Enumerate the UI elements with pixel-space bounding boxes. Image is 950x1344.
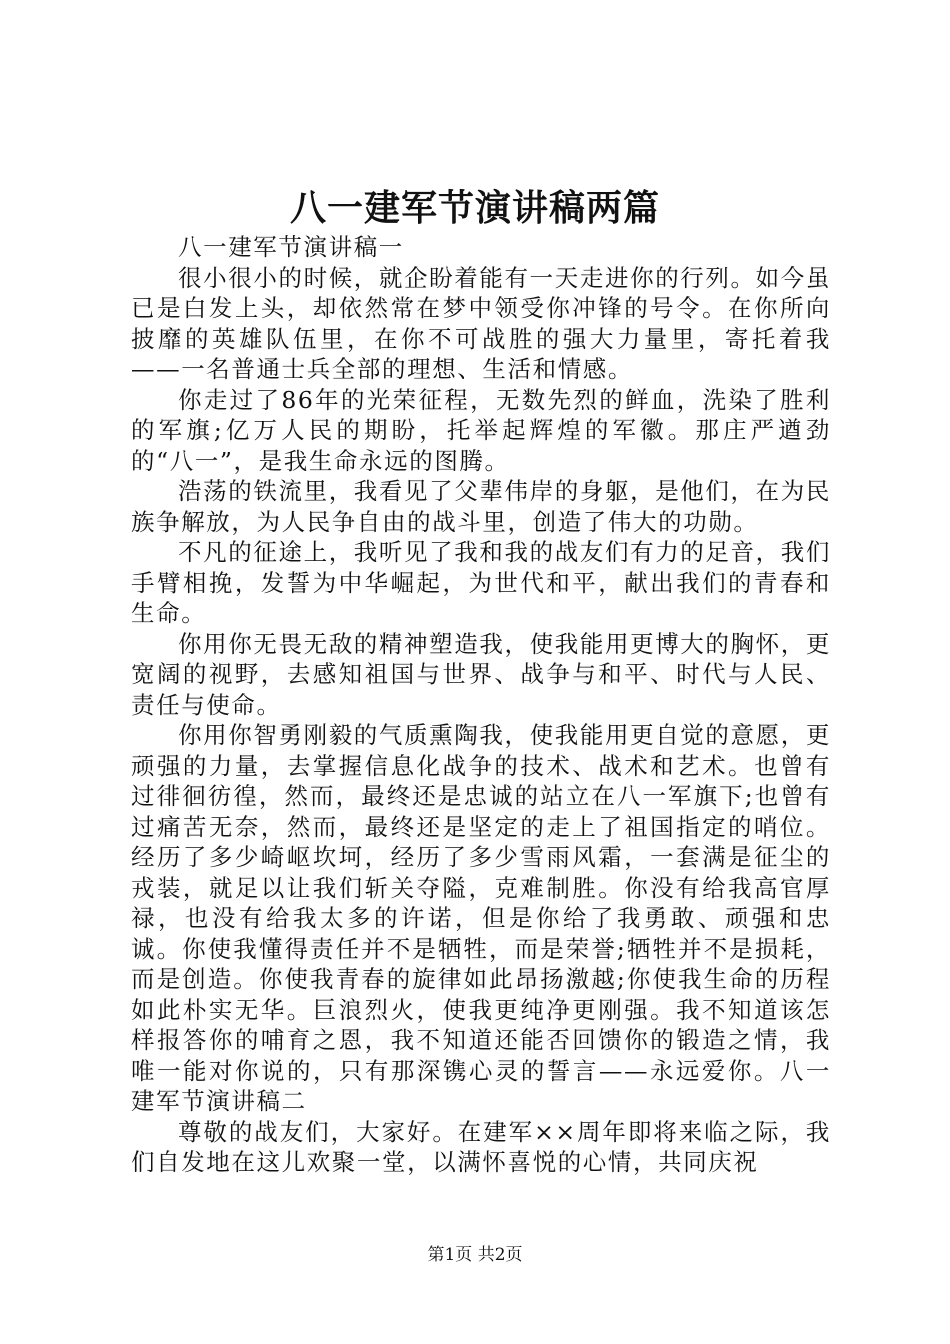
paragraph-4: 不凡的征途上，我听见了我和我的战友们有力的足音，我们手臂相挽，发誓为中华崛起，为世代和平，献出我们的青春和生命。 bbox=[131, 538, 831, 627]
paragraph-6: 你用你智勇刚毅的气质熏陶我，使我能用更自觉的意愿，更顽强的力量，去掌握信息化战争的技术、战术和艺术。也曾有过徘徊彷徨，然而，最终还是忠诚的站立在八一军旗下;也曾有过痛苦无奈，然而，最终还是坚定的走上了祖国指定的哨位。经历了多少崎岖坎坷，经历了多少雪雨风霜，一套满是征尘的戎装，就足以让我们斩关夺隘，克难制胜。你没有给我高官厚禄，也没有给我太多的许诺，但是你给了我勇敢、顽强和忠诚。你使我懂得责任并不是牺牲，而是荣誉;牺牲并不是损耗，而是创造。你使我青春的旋律如此昂扬激越;你使我生命的历程如此朴实无华。巨浪烈火，使我更纯净更刚强。我不知道该怎样报答你的哺育之恩，我不知道还能否回馈你的锻造之情，我唯一能对你说的，只有那深镌心灵的誓言——永远爱你。八一建军节演讲稿二 bbox=[131, 721, 831, 1115]
paragraph-2: 你走过了86年的光荣征程，无数先烈的鲜血，洗染了胜利的军旗;亿万人民的期盼，托举起辉煌的军徽。那庄严遒劲的“八一”，是我生命永远的图腾。 bbox=[131, 385, 831, 475]
paragraph-1: 很小很小的时候，就企盼着能有一天走进你的行列。如今虽已是白发上头，却依然常在梦中领受你冲锋的号令。在你所向披靡的英雄队伍里，在你不可战胜的强大力量里，寄托着我——一名普通士兵全部的理想、生活和情感。 bbox=[131, 263, 831, 383]
page-footer: 第1页 共2页 bbox=[427, 1245, 523, 1265]
paragraph-3: 浩荡的铁流里，我看见了父辈伟岸的身躯，是他们，在为民族争解放，为人民争自由的战斗里，创造了伟大的功勋。 bbox=[131, 477, 831, 536]
section-subheading: 八一建军节演讲稿一 bbox=[178, 233, 404, 261]
paragraph-7: 尊敬的战友们，大家好。在建军××周年即将来临之际，我们自发地在这儿欢聚一堂，以满怀喜悦的心情，共同庆祝 bbox=[131, 1117, 831, 1176]
document-title: 八一建军节演讲稿两篇 bbox=[289, 187, 660, 229]
paragraph-5: 你用你无畏无敌的精神塑造我，使我能用更博大的胸怀，更宽阔的视野，去感知祖国与世界、战争与和平、时代与人民、责任与使命。 bbox=[131, 629, 831, 719]
document-body bbox=[131, 232, 831, 1178]
